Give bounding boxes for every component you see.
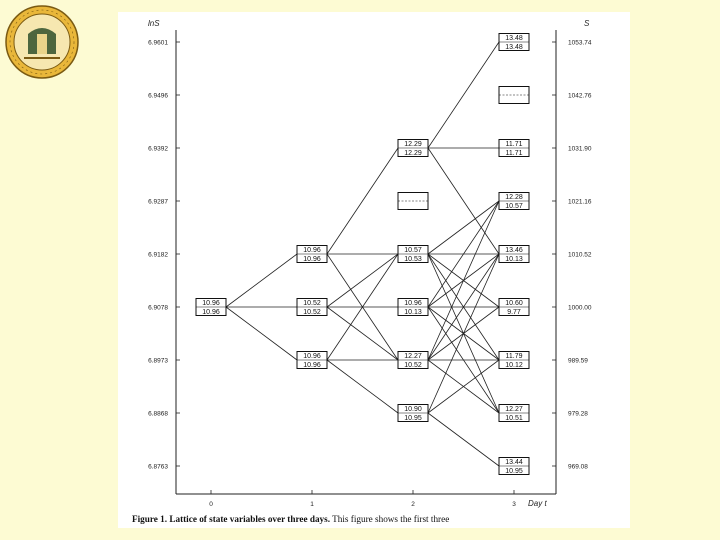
left-tick-label: 6.9078 <box>148 304 168 312</box>
node-value-top: 10.52 <box>303 300 321 307</box>
node-value-top: 12.29 <box>404 141 422 148</box>
left-tick-label: 6.8763 <box>148 463 168 471</box>
lattice-edge <box>226 254 297 307</box>
right-tick-label: 989.59 <box>568 357 588 365</box>
university-seal-logo <box>4 4 80 80</box>
x-tick-label: 2 <box>411 501 415 508</box>
caption-text: This figure shows the first three <box>332 514 450 524</box>
node-value-top: 10.96 <box>404 300 422 307</box>
lattice-node <box>499 193 529 211</box>
right-tick-label: 1053.74 <box>568 39 592 47</box>
lattice-node <box>297 246 327 264</box>
x-tick-label: 0 <box>209 501 213 508</box>
node-value-bottom: 10.12 <box>505 362 523 369</box>
node-value-bottom: 10.52 <box>404 362 422 369</box>
left-tick-label: 6.9496 <box>148 92 168 100</box>
node-value-bottom: 10.53 <box>404 256 422 263</box>
node-value-bottom: 10.95 <box>505 468 523 475</box>
lattice-chart <box>118 12 630 512</box>
figure-caption <box>132 514 632 524</box>
lattice-node <box>398 193 428 210</box>
node-value-bottom: 13.48 <box>505 44 523 51</box>
lattice-edge <box>226 307 297 360</box>
lattice-edge <box>428 201 499 254</box>
x-tick-label: 3 <box>512 501 516 508</box>
lattice-node <box>499 405 529 423</box>
lattice-node <box>499 246 529 264</box>
lattice-edge <box>327 307 398 360</box>
right-tick-label: 1021.16 <box>568 198 592 206</box>
right-tick-label: 979.28 <box>568 410 588 418</box>
node-value-bottom: 10.51 <box>505 415 523 422</box>
lattice-node <box>499 140 529 158</box>
node-value-bottom: 10.96 <box>303 362 321 369</box>
node-value-top: 10.96 <box>202 300 220 307</box>
lattice-edge <box>428 201 499 360</box>
node-value-bottom: 10.96 <box>303 256 321 263</box>
node-value-top: 12.27 <box>505 406 523 413</box>
node-value-top: 10.57 <box>404 247 422 254</box>
right-tick-label: 1031.90 <box>568 145 592 153</box>
lattice-node <box>499 34 529 52</box>
node-value-bottom: 10.13 <box>404 309 422 316</box>
lattice-edge <box>428 413 499 466</box>
left-tick-label: 6.9287 <box>148 198 168 206</box>
left-tick-label: 6.9392 <box>148 145 168 153</box>
node-value-top: 13.46 <box>505 247 523 254</box>
node-value-top: 13.44 <box>505 459 523 466</box>
node-value-top: 12.27 <box>404 353 422 360</box>
lattice-node <box>297 352 327 370</box>
lattice-node <box>499 299 529 317</box>
left-tick-label: 6.8973 <box>148 357 168 365</box>
node-value-bottom: 10.57 <box>505 203 523 210</box>
left-tick-label: 6.9182 <box>148 251 168 259</box>
right-tick-label: 969.08 <box>568 463 588 471</box>
lattice-edge <box>327 148 398 254</box>
lattice-node <box>398 246 428 264</box>
node-value-top: 11.71 <box>505 141 523 148</box>
x-tick-label: 1 <box>310 501 314 508</box>
caption-label: Figure 1. Lattice of state variables over three days. <box>132 514 331 524</box>
right-axis-title: S <box>584 19 590 28</box>
lattice-edge <box>428 42 499 148</box>
left-axis-title: lnS <box>148 19 160 28</box>
lattice-node <box>398 299 428 317</box>
node-value-top: 11.79 <box>505 353 523 360</box>
left-tick-label: 6.8868 <box>148 410 168 418</box>
right-tick-label: 1000.00 <box>568 304 592 312</box>
lattice-node <box>297 299 327 317</box>
node-value-bottom: 10.95 <box>404 415 422 422</box>
left-tick-label: 6.9601 <box>148 39 168 47</box>
node-value-bottom: 10.52 <box>303 309 321 316</box>
right-tick-label: 1010.52 <box>568 251 592 259</box>
lattice-edge <box>327 360 398 413</box>
x-axis-title: Day t <box>528 499 547 508</box>
lattice-node <box>499 458 529 476</box>
node-value-bottom: 12.29 <box>404 150 422 157</box>
node-value-top: 10.96 <box>303 353 321 360</box>
lattice-edge <box>327 254 398 307</box>
node-value-top: 10.90 <box>404 406 422 413</box>
lattice-node <box>499 352 529 370</box>
node-value-top: 10.96 <box>303 247 321 254</box>
lattice-node <box>398 405 428 423</box>
node-value-bottom: 11.71 <box>505 150 523 157</box>
node-value-bottom: 10.13 <box>505 256 523 263</box>
figure-page <box>118 12 630 528</box>
node-value-bottom: 10.96 <box>202 309 220 316</box>
node-value-top: 13.48 <box>505 35 523 42</box>
lattice-node <box>196 299 226 317</box>
node-value-top: 12.28 <box>505 194 523 201</box>
lattice-node <box>499 87 529 104</box>
lattice-node <box>398 352 428 370</box>
right-tick-label: 1042.76 <box>568 92 592 100</box>
lattice-edge <box>428 148 499 254</box>
node-value-top: 10.60 <box>505 300 523 307</box>
lattice-node <box>398 140 428 158</box>
node-value-bottom: 9.77 <box>507 309 521 316</box>
